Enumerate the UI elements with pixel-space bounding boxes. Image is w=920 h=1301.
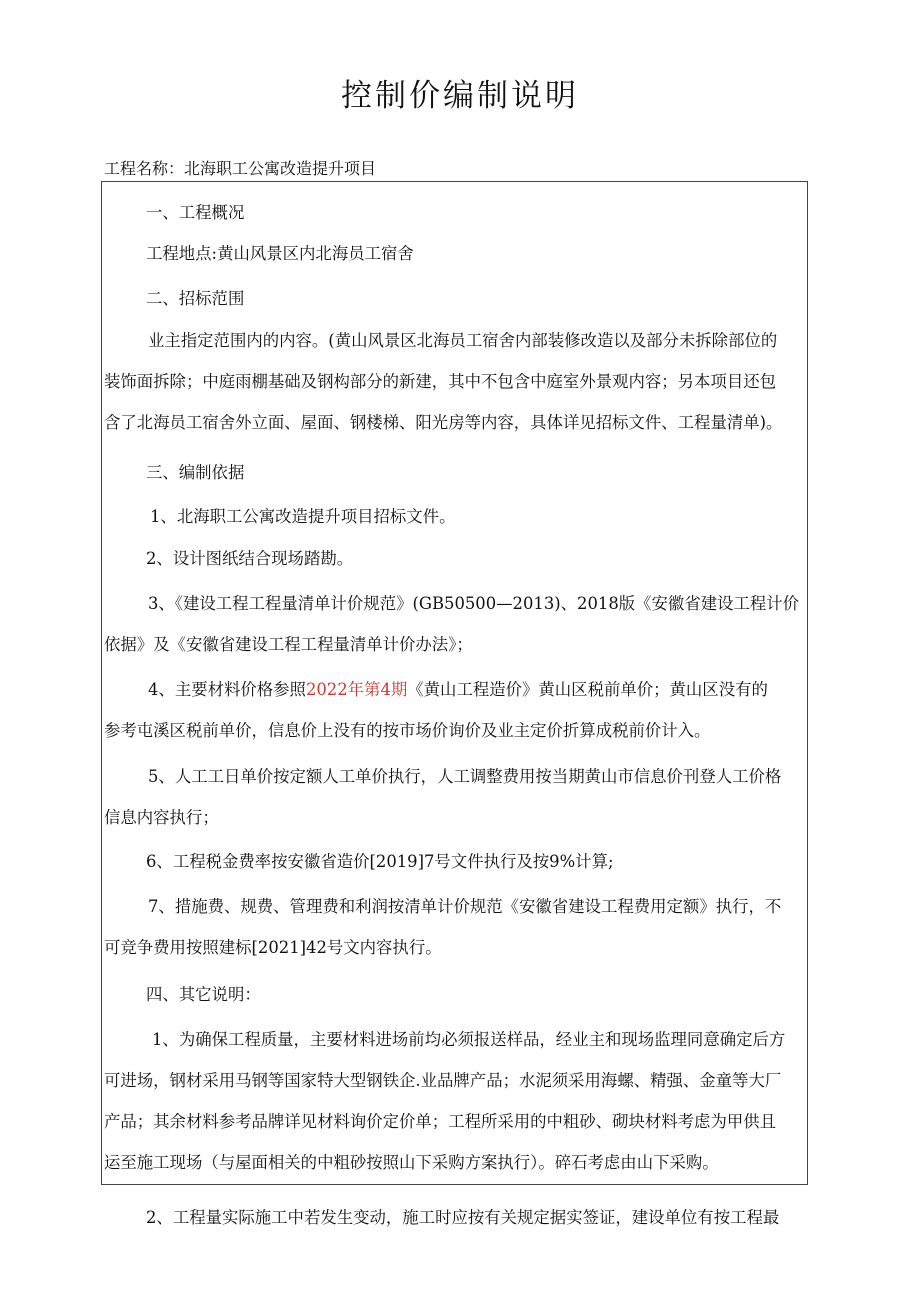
scope-line: 含了北海员工宿舍外立面、屋面、钢楼梯、阳光房等内容，具体详见招标文件、工程量清单)。 — [104, 413, 783, 432]
basis-heading: 三、编制依据 — [146, 463, 245, 482]
basis-3-line: 3、《建设工程工程量清单计价规范》(GB50500—2013)、2018版《安徽省建设工程计价 — [148, 594, 800, 613]
page-title: 控制价编制说明 — [341, 78, 579, 114]
basis-5-line: 5、人工工日单价按定额人工单价执行，人工调整费用按当期黄山市信息价刊登人工价格 — [148, 767, 782, 786]
basis-4-line — [104, 669, 768, 710]
other-heading: 四、其它说明： — [146, 985, 261, 1004]
other-item-2: 2、工程量实际施工中若发生变动，施工时应按有关规定据实签证，建设单位有按工程最 — [146, 1208, 780, 1227]
basis-4-suffix: 《黄山工程造价》黄山区税前单价；黄山区没有的 — [407, 680, 768, 699]
scope-paragraph — [104, 320, 782, 443]
basis-item-1: 1、北海职工公寓改造提升项目招标文件。 — [150, 507, 456, 526]
basis-item-7 — [104, 886, 781, 968]
basis-4-prefix: 4、主要材料价格参照 — [148, 680, 306, 699]
basis-4-highlight: 2022年第4期 — [305, 680, 408, 699]
basis-5-line: 信息内容执行； — [104, 808, 219, 827]
scope-heading: 二、招标范围 — [146, 289, 245, 308]
project-label: 工程名称： — [104, 159, 185, 178]
scope-line: 业主指定范围内的内容。(黄山风景区北海员工宿舍内部装修改造以及部分未拆除部位的 — [148, 331, 778, 350]
basis-item-6: 6、工程税金费率按安徽省造价[2019]7号文件执行及按9%计算; — [146, 852, 614, 871]
other-1-line: 运至施工现场（与屋面相关的中粗砂按照山下采购方案执行）。碎石考虑由山下采购。 — [104, 1153, 719, 1172]
basis-7-line: 7、措施费、规费、管理费和利润按清单计价规范《安徽省建设工程费用定额》执行，不 — [148, 897, 782, 916]
other-1-line: 可进场，钢材采用马钢等国家特大型钢铁企.业品牌产品；水泥须采用海螺、精强、金童等大厂 — [104, 1071, 782, 1090]
other-item-1 — [104, 1019, 785, 1183]
basis-item-3 — [104, 583, 799, 665]
other-1-line: 1、为确保工程质量，主要材料进场前均必须报送样品，经业主和现场监理同意确定后方 — [152, 1030, 786, 1049]
other-1-line: 产品；其余材料参考品牌详见材料询价定价单；工程所采用的中粗砂、砌块材料考虑为甲供且 — [104, 1112, 777, 1131]
basis-4-line: 参考屯溪区税前单价，信息价上没有的按市场价询价及业主定价折算成税前价计入。 — [104, 721, 711, 740]
basis-7-line: 可竞争费用按照建标[2021]42号文内容执行。 — [104, 938, 442, 957]
project-name-line — [104, 156, 376, 179]
scope-line: 装饰面拆除；中庭雨棚基础及钢构部分的新建，其中不包含中庭室外景观内容；另本项目还包 — [104, 372, 777, 391]
overview-heading: 一、工程概况 — [146, 203, 245, 222]
project-name: 北海职工公寓改造提升项目 — [184, 159, 377, 178]
basis-item-5 — [104, 756, 781, 838]
location-text: 工程地点:黄山风景区内北海员工宿舍 — [146, 244, 414, 263]
basis-item-2: 2、设计图纸结合现场踏勘。 — [146, 549, 354, 568]
basis-item-4 — [104, 669, 768, 751]
basis-3-line: 依据》及《安徽省建设工程工程量清单计价办法》； — [104, 635, 473, 654]
